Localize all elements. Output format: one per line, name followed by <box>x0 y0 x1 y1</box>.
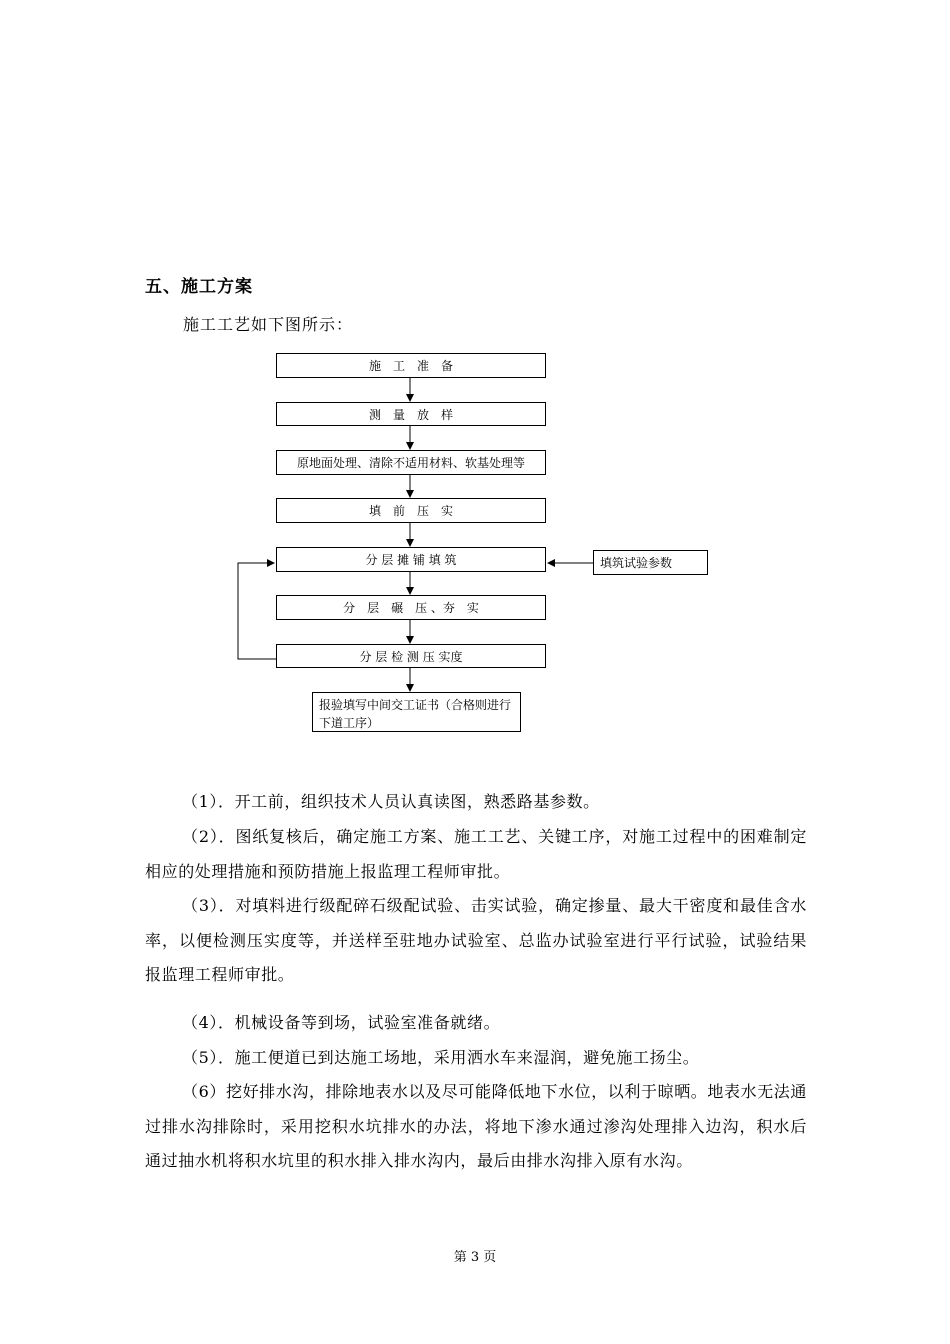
flow-step-prepare: 施 工 准 备 <box>276 353 546 378</box>
section-intro: 施工工艺如下图所示： <box>183 315 354 334</box>
section-heading: 五、施工方案 <box>145 277 253 297</box>
flow-step-survey: 测 量 放 样 <box>276 402 546 426</box>
feedback-loop-arrow <box>238 563 276 659</box>
flow-step-layered-rolling: 分 层 碾 压 、夯 实 <box>276 595 546 620</box>
flow-step-ground-treatment: 原地面处理、清除不适用材料、软基处理等 <box>276 450 546 475</box>
paragraph-5: （5）．施工便道已到达施工场地，采用洒水车来湿润，避免施工扬尘。 <box>182 1048 700 1067</box>
paragraph-2: （2）．图纸复核后，确定施工方案、施工工艺、关键工序，对施工过程中的困难制定相应的处理措施和预防措施上报监理工程师审批。 <box>145 827 807 881</box>
paragraph-6: （6）挖好排水沟，排除地表水以及尽可能降低地下水位，以利于晾晒。地表水无法通过排水沟排除时，采用挖积水坑排水的办法，将地下渗水通过渗沟处理排入边沟，积水后通过抽水机将积水坑里的积水排入排水沟内，最后由排水沟排入原有水沟。 <box>145 1082 807 1170</box>
flow-final-step: 报验填写中间交工证书（合格则进行下道工序） <box>312 692 521 732</box>
flow-step-precompaction: 填 前 压 实 <box>276 498 546 523</box>
flow-side-input: 填筑试验参数 <box>593 550 708 575</box>
paragraph-3: （3）．对填料进行级配碎石级配试验、击实试验，确定掺量、最大干密度和最佳含水率，以便检测压实度等，并送样至驻地办试验室、总监办试验室进行平行试验，试验结果报监理工程师审批。 <box>145 896 807 984</box>
flow-step-layered-filling: 分 层 摊 铺 填 筑 <box>276 547 546 572</box>
paragraph-1: （1）．开工前，组织技术人员认真读图，熟悉路基参数。 <box>182 792 600 811</box>
paragraph-4: （4）．机械设备等到场，试验室准备就绪。 <box>182 1013 501 1032</box>
page-number: 第 3 页 <box>453 1250 497 1265</box>
flow-step-compaction-test: 分 层 检 测 压 实度 <box>276 644 546 668</box>
